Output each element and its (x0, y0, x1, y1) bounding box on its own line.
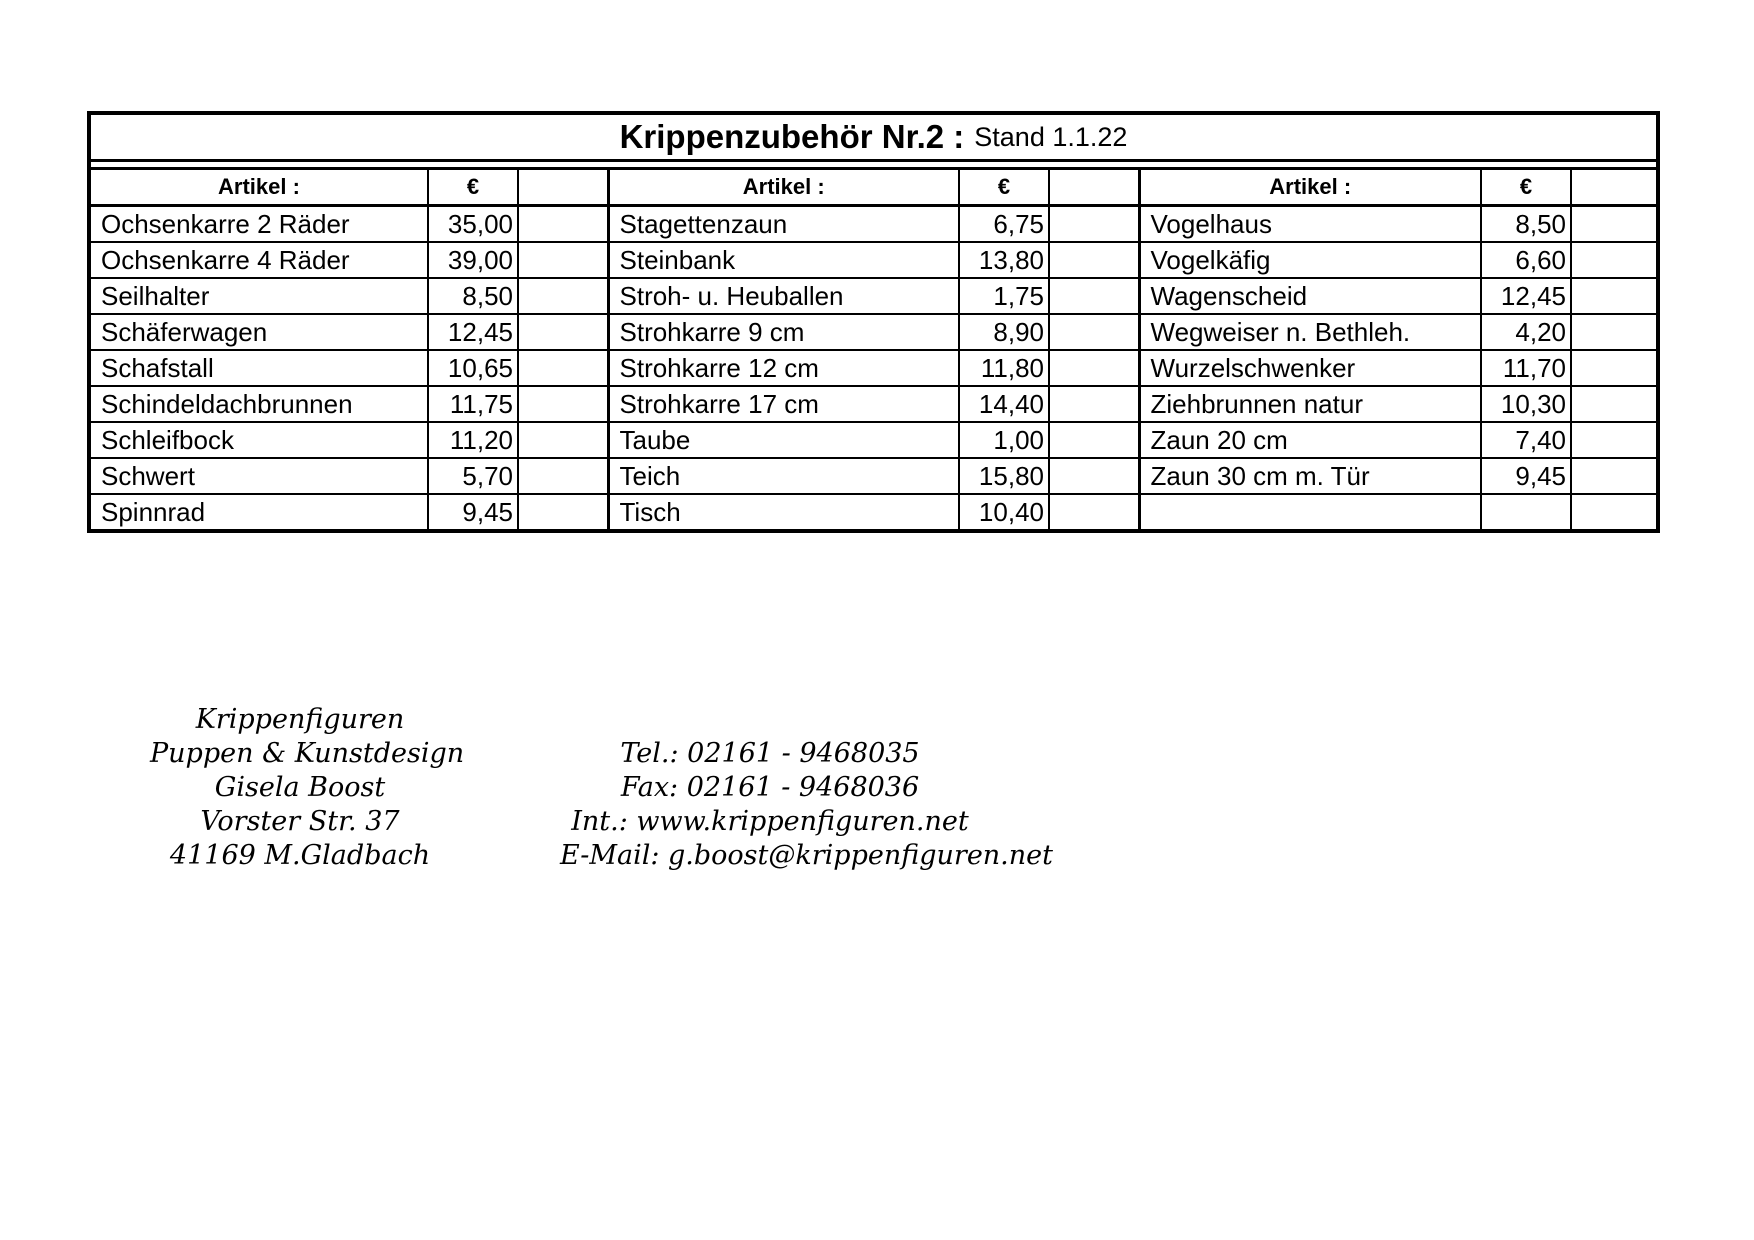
article-name: Taube (608, 422, 959, 458)
article-name: Schwert (91, 458, 428, 494)
empty-cell (518, 422, 608, 458)
article-name: Stroh- u. Heuballen (608, 278, 959, 314)
article-price: 10,65 (428, 350, 518, 386)
empty-cell (1049, 314, 1139, 350)
column-header-article: Artikel : (1139, 170, 1481, 206)
header-row (91, 170, 1656, 206)
article-price: 4,20 (1481, 314, 1571, 350)
article-price: 13,80 (959, 242, 1049, 278)
article-price: 35,00 (428, 206, 518, 243)
article-name: Schindeldachbrunnen (91, 386, 428, 422)
article-name: Ochsenkarre 4 Räder (91, 242, 428, 278)
empty-cell (1049, 242, 1139, 278)
website-line: Int.: www.krippenfiguren.net (571, 806, 969, 837)
article-name: Spinnrad (91, 494, 428, 529)
price-list (87, 111, 1660, 533)
empty-cell (1049, 494, 1139, 529)
price-table-body (91, 206, 1656, 530)
article-price: 6,75 (959, 206, 1049, 243)
empty-cell (1571, 422, 1656, 458)
article-name: Vogelhaus (1139, 206, 1481, 243)
empty-cell (1571, 458, 1656, 494)
article-price: 11,70 (1481, 350, 1571, 386)
empty-cell (518, 314, 608, 350)
article-name: Schäferwagen (91, 314, 428, 350)
empty-cell (518, 494, 608, 529)
column-header-price: € (1481, 170, 1571, 206)
empty-cell (1571, 278, 1656, 314)
article-name: Wagenscheid (1139, 278, 1481, 314)
article-name: Tisch (608, 494, 959, 529)
company-line: Gisela Boost (214, 772, 386, 803)
article-price: 5,70 (428, 458, 518, 494)
article-name (1139, 494, 1481, 529)
article-name: Zaun 20 cm (1139, 422, 1481, 458)
contact-details (560, 737, 1053, 873)
article-price: 10,30 (1481, 386, 1571, 422)
article-price: 7,40 (1481, 422, 1571, 458)
empty-cell (518, 206, 608, 243)
article-price: 8,90 (959, 314, 1049, 350)
empty-cell (1049, 206, 1139, 243)
price-table (91, 170, 1656, 529)
column-header-article: Artikel : (91, 170, 428, 206)
article-price: 14,40 (959, 386, 1049, 422)
article-name: Schleifbock (91, 422, 428, 458)
phone-line: Tel.: 02161 - 9468035 (620, 738, 920, 769)
column-header-price: € (428, 170, 518, 206)
title-bar (91, 115, 1656, 162)
table-row (91, 386, 1656, 422)
table-row (91, 314, 1656, 350)
divider (91, 162, 1656, 170)
empty-cell (1571, 314, 1656, 350)
company-line: Puppen & Kunstdesign (150, 738, 465, 769)
empty-cell (1571, 242, 1656, 278)
empty-cell (518, 242, 608, 278)
article-price: 8,50 (428, 278, 518, 314)
empty-cell (1049, 278, 1139, 314)
article-price: 15,80 (959, 458, 1049, 494)
empty-cell (1571, 350, 1656, 386)
empty-cell (518, 458, 608, 494)
empty-cell (1049, 386, 1139, 422)
fax-line: Fax: 02161 - 9468036 (620, 772, 920, 803)
table-row (91, 206, 1656, 243)
column-header-price: € (959, 170, 1049, 206)
article-name: Teich (608, 458, 959, 494)
column-header-empty (1049, 170, 1139, 206)
table-row (91, 422, 1656, 458)
article-name: Steinbank (608, 242, 959, 278)
empty-cell (518, 278, 608, 314)
empty-cell (518, 350, 608, 386)
stand-date: Stand 1.1.22 (974, 121, 1128, 152)
company-line: 41169 M.Gladbach (169, 840, 431, 871)
empty-cell (1049, 422, 1139, 458)
article-name: Strohkarre 17 cm (608, 386, 959, 422)
article-name: Ziehbrunnen natur (1139, 386, 1481, 422)
column-header-empty (1571, 170, 1656, 206)
table-row (91, 350, 1656, 386)
article-name: Wegweiser n. Bethleh. (1139, 314, 1481, 350)
article-price: 39,00 (428, 242, 518, 278)
article-price (1481, 494, 1571, 529)
article-name: Stagettenzaun (608, 206, 959, 243)
empty-cell (1571, 206, 1656, 243)
article-name: Strohkarre 9 cm (608, 314, 959, 350)
article-price: 8,50 (1481, 206, 1571, 243)
article-price: 11,20 (428, 422, 518, 458)
empty-cell (1571, 494, 1656, 529)
table-row (91, 278, 1656, 314)
table-row (91, 242, 1656, 278)
article-name: Vogelkäfig (1139, 242, 1481, 278)
empty-cell (1571, 386, 1656, 422)
column-header-empty (518, 170, 608, 206)
article-price: 9,45 (1481, 458, 1571, 494)
article-name: Schafstall (91, 350, 428, 386)
email-line: E-Mail: g.boost@krippenfiguren.net (560, 840, 1053, 871)
article-name: Zaun 30 cm m. Tür (1139, 458, 1481, 494)
article-price: 1,00 (959, 422, 1049, 458)
article-price: 6,60 (1481, 242, 1571, 278)
article-name: Wurzelschwenker (1139, 350, 1481, 386)
article-name: Seilhalter (91, 278, 428, 314)
company-address (150, 703, 465, 873)
article-price: 12,45 (428, 314, 518, 350)
empty-cell (1049, 458, 1139, 494)
article-name: Ochsenkarre 2 Räder (91, 206, 428, 243)
article-price: 11,80 (959, 350, 1049, 386)
article-name: Strohkarre 12 cm (608, 350, 959, 386)
table-row (91, 494, 1656, 529)
article-price: 11,75 (428, 386, 518, 422)
company-line: Krippenfiguren (195, 704, 405, 735)
table-row (91, 458, 1656, 494)
company-line: Vorster Str. 37 (200, 806, 400, 837)
empty-cell (518, 386, 608, 422)
article-price: 9,45 (428, 494, 518, 529)
empty-cell (1049, 350, 1139, 386)
article-price: 12,45 (1481, 278, 1571, 314)
article-price: 10,40 (959, 494, 1049, 529)
page-title: Krippenzubehör Nr.2 : (619, 118, 965, 155)
column-header-article: Artikel : (608, 170, 959, 206)
article-price: 1,75 (959, 278, 1049, 314)
